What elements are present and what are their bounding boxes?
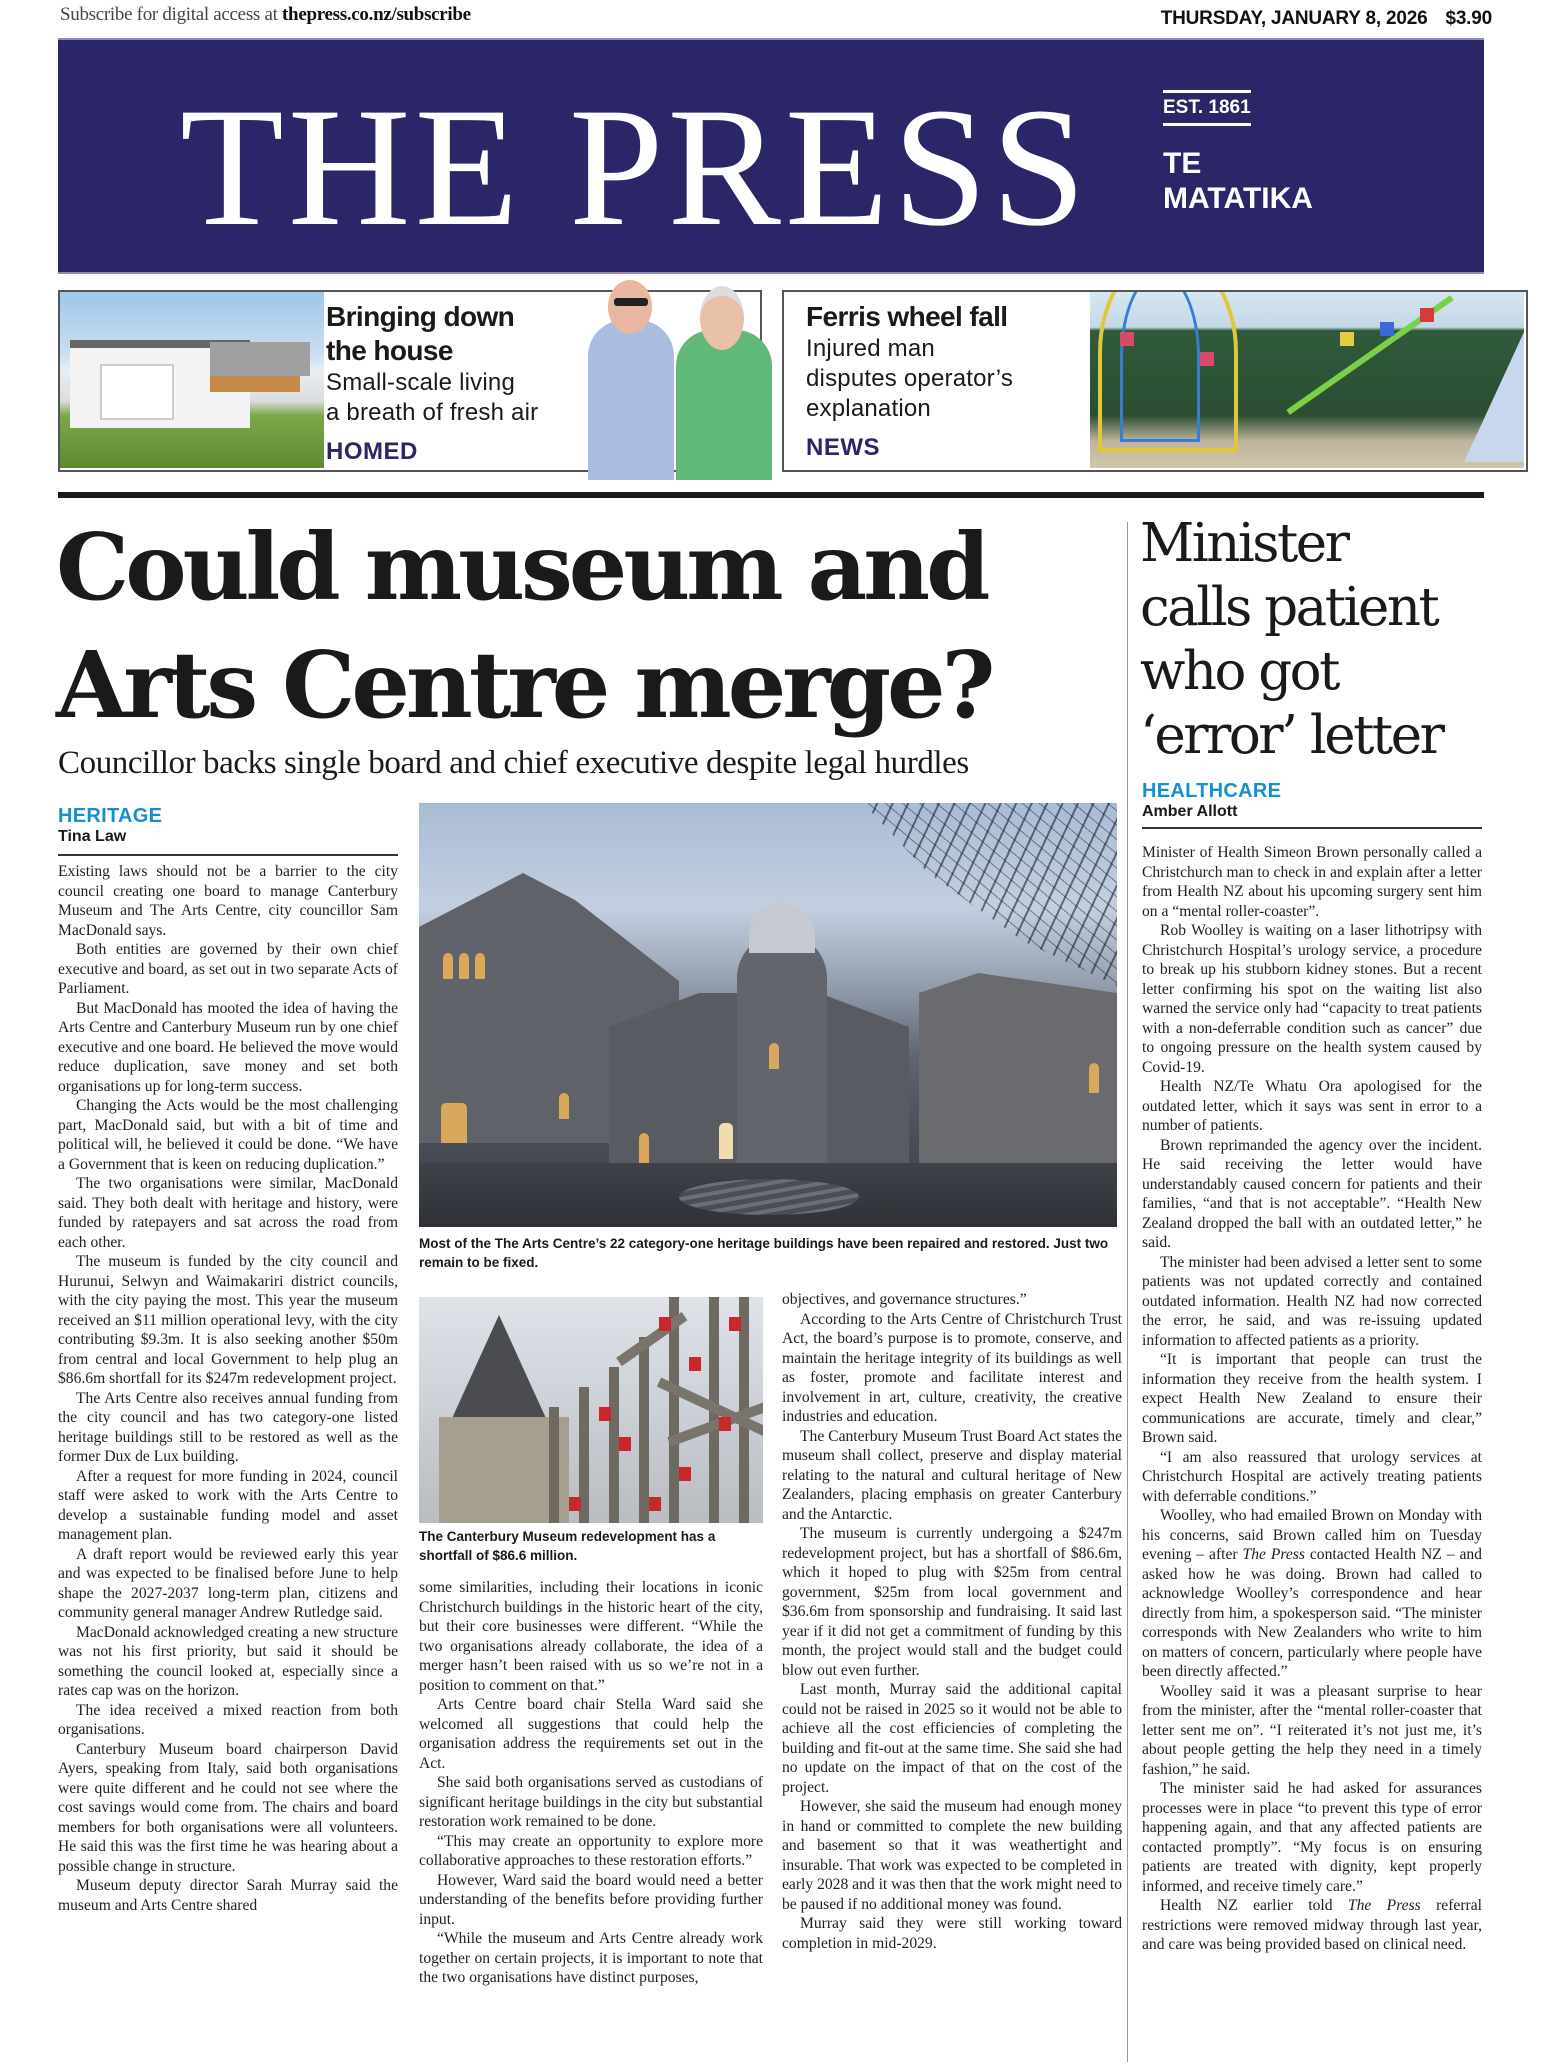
teaser-news-headline: Ferris wheel fall bbox=[806, 301, 1008, 332]
article-paragraph: Changing the Acts would be the most challenging part, MacDonald said, but with a bit of time and political will, he believed it could be done. “We have a Government that is keen on reducing duplication.” bbox=[58, 1097, 398, 1173]
article-paragraph: Health NZ earlier told The Press referral restrictions were removed midway through last year, and care was being provided based on clinical need. bbox=[1142, 1897, 1482, 1953]
article-paragraph: The museum is currently undergoing a $247m redevelopment project, but has a shortfall of $86.6m, which it hoped to plug with $25m from central government, $25m from local government and $36.6m from sponsorship and fundraising. It said last year if it did not get a commitment of funding by this month, the project would stall and the budget could blow out even further. bbox=[782, 1525, 1122, 1679]
arts-centre-photo-caption: Most of the The Arts Centre’s 22 category-one heritage buildings have been repaired and restored. Just two remain to be fixed. bbox=[419, 1236, 1109, 1270]
masthead-title: THE PRESS bbox=[180, 73, 1090, 261]
article-paragraph: Woolley, who had emailed Brown on Monday with his concerns, said Brown called him on Tuesday evening – after The Press contacted Health NZ – and asked how he was doing. Brown had called to acknowledge Woolley’s correspondence and hear directly from him, a spokesperson said. “The minister corresponds with New Zealanders who write to him on matters of concern, particularly where people have been directly affected.” bbox=[1142, 1507, 1482, 1680]
subscribe-prefix: Subscribe for digital access at bbox=[60, 4, 283, 25]
lead-standfirst: Councillor backs single board and chief executive despite legal hurdles bbox=[58, 745, 969, 781]
teaser-news-section: NEWS bbox=[806, 434, 880, 461]
article-paragraph: Existing laws should not be a barrier to the city council creating one board to manage Canterbury Museum and The Arts Centre, city councillor Sam MacDonald says. bbox=[58, 863, 398, 939]
side-column bbox=[1142, 843, 1482, 1955]
dateline bbox=[1161, 8, 1492, 30]
masthead-te: TE bbox=[1163, 147, 1202, 180]
article-paragraph: According to the Arts Centre of Christchurch Trust Act, the board’s purpose is to promote, conserve, and maintain the heritage integrity of its buildings as well as foster, promote and facilitate interest and involvement in art, culture, creativity, the creative industries and education. bbox=[782, 1310, 1122, 1425]
article-paragraph: The two organisations were similar, MacDonald said. They both dealt with heritage and history, were funded by ratepayers and sat across the road from each other. bbox=[58, 1175, 398, 1251]
article-paragraph: The minister said he had asked for assurances processes were in place “to prevent this type of error happening again, and that any affected patients are contacted promptly”. “My focus is on ensuring patients are treated with dignity, kept properly informed, and receive timely care.” bbox=[1142, 1780, 1482, 1895]
teaser-homed-section: HOMED bbox=[326, 438, 418, 465]
section-divider bbox=[58, 492, 1484, 498]
article-paragraph: Murray said they were still working toward completion in mid-2029. bbox=[782, 1915, 1122, 1952]
article-paragraph: “This may create an opportunity to explore more collaborative approaches to these restoration efforts.” bbox=[419, 1832, 763, 1869]
side-byline[interactable]: Amber Allott bbox=[1142, 803, 1238, 820]
lead-kicker[interactable]: HERITAGE bbox=[58, 805, 163, 827]
teaser-homed-headline-1: Bringing down bbox=[326, 301, 515, 332]
article-paragraph: After a request for more funding in 2024, council staff were asked to work with the Arts Centre to develop a sustainable funding model and asset management plan. bbox=[58, 1467, 398, 1543]
article-paragraph: Last month, Murray said the additional capital could not be raised in 2025 so it would not be able to achieve all the cost efficiencies of completing the building and fit-out at the same time. She said she had no update on the impact of that on the cost of the project. bbox=[782, 1681, 1122, 1796]
issue-price: $3.90 bbox=[1445, 8, 1492, 29]
article-paragraph: Arts Centre board chair Stella Ward said she welcomed all suggestions that could help the organisation address the requirements set out in the Act. bbox=[419, 1696, 763, 1772]
article-paragraph: Museum deputy director Sarah Murray said the museum and Arts Centre shared bbox=[58, 1877, 398, 1914]
museum-scaffold-photo bbox=[419, 1297, 763, 1523]
lead-column-1 bbox=[58, 862, 398, 1915]
lead-column-3 bbox=[782, 1290, 1122, 1953]
masthead-est: EST. 1861 bbox=[1163, 90, 1251, 126]
article-paragraph: Rob Woolley is waiting on a laser lithotripsy with Christchurch Hospital’s urology service, a procedure to break up his stubborn kidney stones. But a recent letter confirming his spot on the waiting list also warned the service only had “capacity to treat patients with a non-deferrable condition such as cancer” due to ongoing pressure on the health system caused by Covid-19. bbox=[1142, 922, 1482, 1076]
article-paragraph: The minister had been advised a letter sent to some patients was not updated correctly and contained outdated information. Health NZ had now corrected the error, he said, and was re-issuing updated information to affected patients as a priority. bbox=[1142, 1253, 1482, 1349]
lead-headline-line-2: Arts Centre merge? bbox=[56, 631, 992, 739]
article-paragraph: “I am also reassured that urology services at Christchurch Hospital are actively treating patients with deferrable conditions.” bbox=[1142, 1448, 1482, 1505]
article-paragraph: “While the museum and Arts Centre already work together on certain projects, it is important to note that the two organisations have distinct purposes, bbox=[419, 1930, 763, 1986]
arts-centre-photo bbox=[419, 803, 1117, 1227]
article-paragraph: A draft report would be reviewed early this year and was expected to be finalised before June to help shape the 2027-2037 long-term plan, citizens and community general manager Andrew Rutledge said. bbox=[58, 1545, 398, 1621]
side-headline-line-1: Minister bbox=[1140, 513, 1348, 574]
byline-rule bbox=[58, 854, 398, 856]
article-paragraph: Minister of Health Simeon Brown personally called a Christchurch man to check in and explain after a letter from Health NZ about his upcoming surgery sent him on a “mental roller-coaster”. bbox=[1142, 844, 1482, 920]
article-paragraph: The Arts Centre also receives annual funding from the city council and has two category-one listed heritage buildings still to be restored as well as the former Dux de Lux building. bbox=[58, 1389, 398, 1465]
side-byline-block bbox=[1142, 780, 1488, 829]
article-paragraph: However, she said the museum had enough money in hand or committed to complete the new building and basement so that it was weathertight and insurable. That work was expected to be completed in early 2028 and it was then that the work might need to be paused if no additional money was found. bbox=[782, 1798, 1122, 1913]
publication-name: The Press bbox=[1242, 1546, 1305, 1563]
article-paragraph: The Canterbury Museum Trust Board Act states the museum shall collect, preserve and display material relating to the natural and cultural heritage of New Zealanders, placing emphasis on greater Canterbury and the Antarctic. bbox=[782, 1427, 1122, 1523]
lead-headline[interactable] bbox=[56, 508, 1126, 744]
side-headline[interactable] bbox=[1140, 512, 1520, 768]
lead-byline-block bbox=[58, 805, 412, 856]
side-headline-line-4: ‘error’ letter bbox=[1140, 705, 1443, 766]
masthead-matatika: MATATIKA bbox=[1163, 182, 1313, 215]
issue-date: THURSDAY, JANUARY 8, 2026 bbox=[1160, 8, 1428, 29]
column-divider bbox=[1127, 522, 1128, 2062]
lead-headline-line-1: Could museum and bbox=[56, 513, 987, 621]
lead-byline[interactable]: Tina Law bbox=[58, 828, 127, 845]
article-paragraph: some similarities, including their locations in iconic Christchurch buildings in the historic heart of the city, but their core businesses were different. “While the two organisations already collaborate, the idea of a merger hasn’t been raised with us so we’re not in a position to comment on that.” bbox=[419, 1579, 763, 1694]
article-paragraph: However, Ward said the board would need a better understanding of the benefits before providing further input. bbox=[419, 1871, 763, 1928]
article-paragraph: MacDonald acknowledged creating a new structure was not his first priority, but said it should be something the council looked at, especially since a rates cap was on the horizon. bbox=[58, 1623, 398, 1699]
subscribe-line bbox=[60, 4, 471, 26]
lead-column-2 bbox=[419, 1578, 763, 1988]
article-paragraph: “It is important that people can trust the information they receive from the health system. I expect Health New Zealand to ensure their communications are accurate, timely and clear,” Brown said. bbox=[1142, 1351, 1482, 1446]
article-paragraph: Brown reprimanded the agency over the incident. He said receiving the letter would have understandably caused concern for patients and their families, “and that is not acceptable”. “Health New Zealand dropped the ball with an outdated letter,” he said. bbox=[1142, 1136, 1482, 1251]
article-paragraph: Woolley said it was a pleasant surprise to hear from the minister, after the “mental roller-coaster that letter sent me on”. “I reiterated it’s not just me, it’s about people getting the help they need in a timely fashion,” he said. bbox=[1142, 1682, 1482, 1778]
teaser-homed-headline-2: the house bbox=[326, 335, 453, 366]
subscribe-link[interactable]: thepress.co.nz/subscribe bbox=[282, 4, 471, 25]
article-paragraph: objectives, and governance structures.” bbox=[782, 1291, 1027, 1308]
side-byline-rule bbox=[1142, 827, 1482, 829]
masthead bbox=[58, 38, 1484, 274]
teaser-news-sub-3: explanation bbox=[806, 395, 931, 422]
article-paragraph: But MacDonald has mooted the idea of having the Arts Centre and Canterbury Museum run by one chief executive and one board. He believed the move would reduce duplication, save money and set both organisations up for long-term success. bbox=[58, 999, 398, 1095]
teaser-homed-text bbox=[326, 300, 538, 466]
article-paragraph: She said both organisations served as custodians of significant heritage buildings in the city but substantial restoration work remained to be done. bbox=[419, 1774, 763, 1830]
side-kicker[interactable]: HEALTHCARE bbox=[1142, 780, 1282, 802]
article-paragraph: The idea received a mixed reaction from both organisations. bbox=[58, 1701, 398, 1738]
teaser-homed-sub-1: Small-scale living bbox=[326, 369, 515, 396]
article-paragraph: Canterbury Museum board chairperson David Ayers, speaking from Italy, said both organisations were quite different and he could not see where the cost savings would come from. The chairs and board members for both organisations were all volunteers. He said this was the first time he was hearing about a possible change in structure. bbox=[58, 1740, 398, 1875]
teaser-news-text bbox=[806, 300, 1013, 462]
article-paragraph: Both entities are governed by their own chief executive and board, as set out in two separate Acts of Parliament. bbox=[58, 941, 398, 997]
teaser-news-sub-2: disputes operator’s bbox=[806, 365, 1014, 392]
article-paragraph: The museum is funded by the city council and Hurunui, Selwyn and Waimakariri district councils, with the city paying the most. This year the museum received an $11 million operational levy, with the city contributing $9.3m. It is also seeking another $50m from central and local Government to help plug an $86.6m shortfall for its $247m redevelopment project. bbox=[58, 1253, 398, 1387]
museum-scaffold-photo-caption: The Canterbury Museum redevelopment has a shortfall of $86.6 million. bbox=[419, 1529, 716, 1563]
article-paragraph: Health NZ/Te Whatu Ora apologised for the outdated letter, which it says was sent in error to a number of patients. bbox=[1142, 1078, 1482, 1134]
side-headline-line-3: who got bbox=[1140, 641, 1338, 702]
publication-name: The Press bbox=[1347, 1897, 1421, 1914]
side-headline-line-2: calls patient bbox=[1140, 577, 1438, 638]
masthead-te-matatika bbox=[1163, 146, 1313, 216]
teaser-news-sub-1: Injured man bbox=[806, 335, 935, 362]
teaser-homed-sub-2: a breath of fresh air bbox=[326, 399, 539, 426]
